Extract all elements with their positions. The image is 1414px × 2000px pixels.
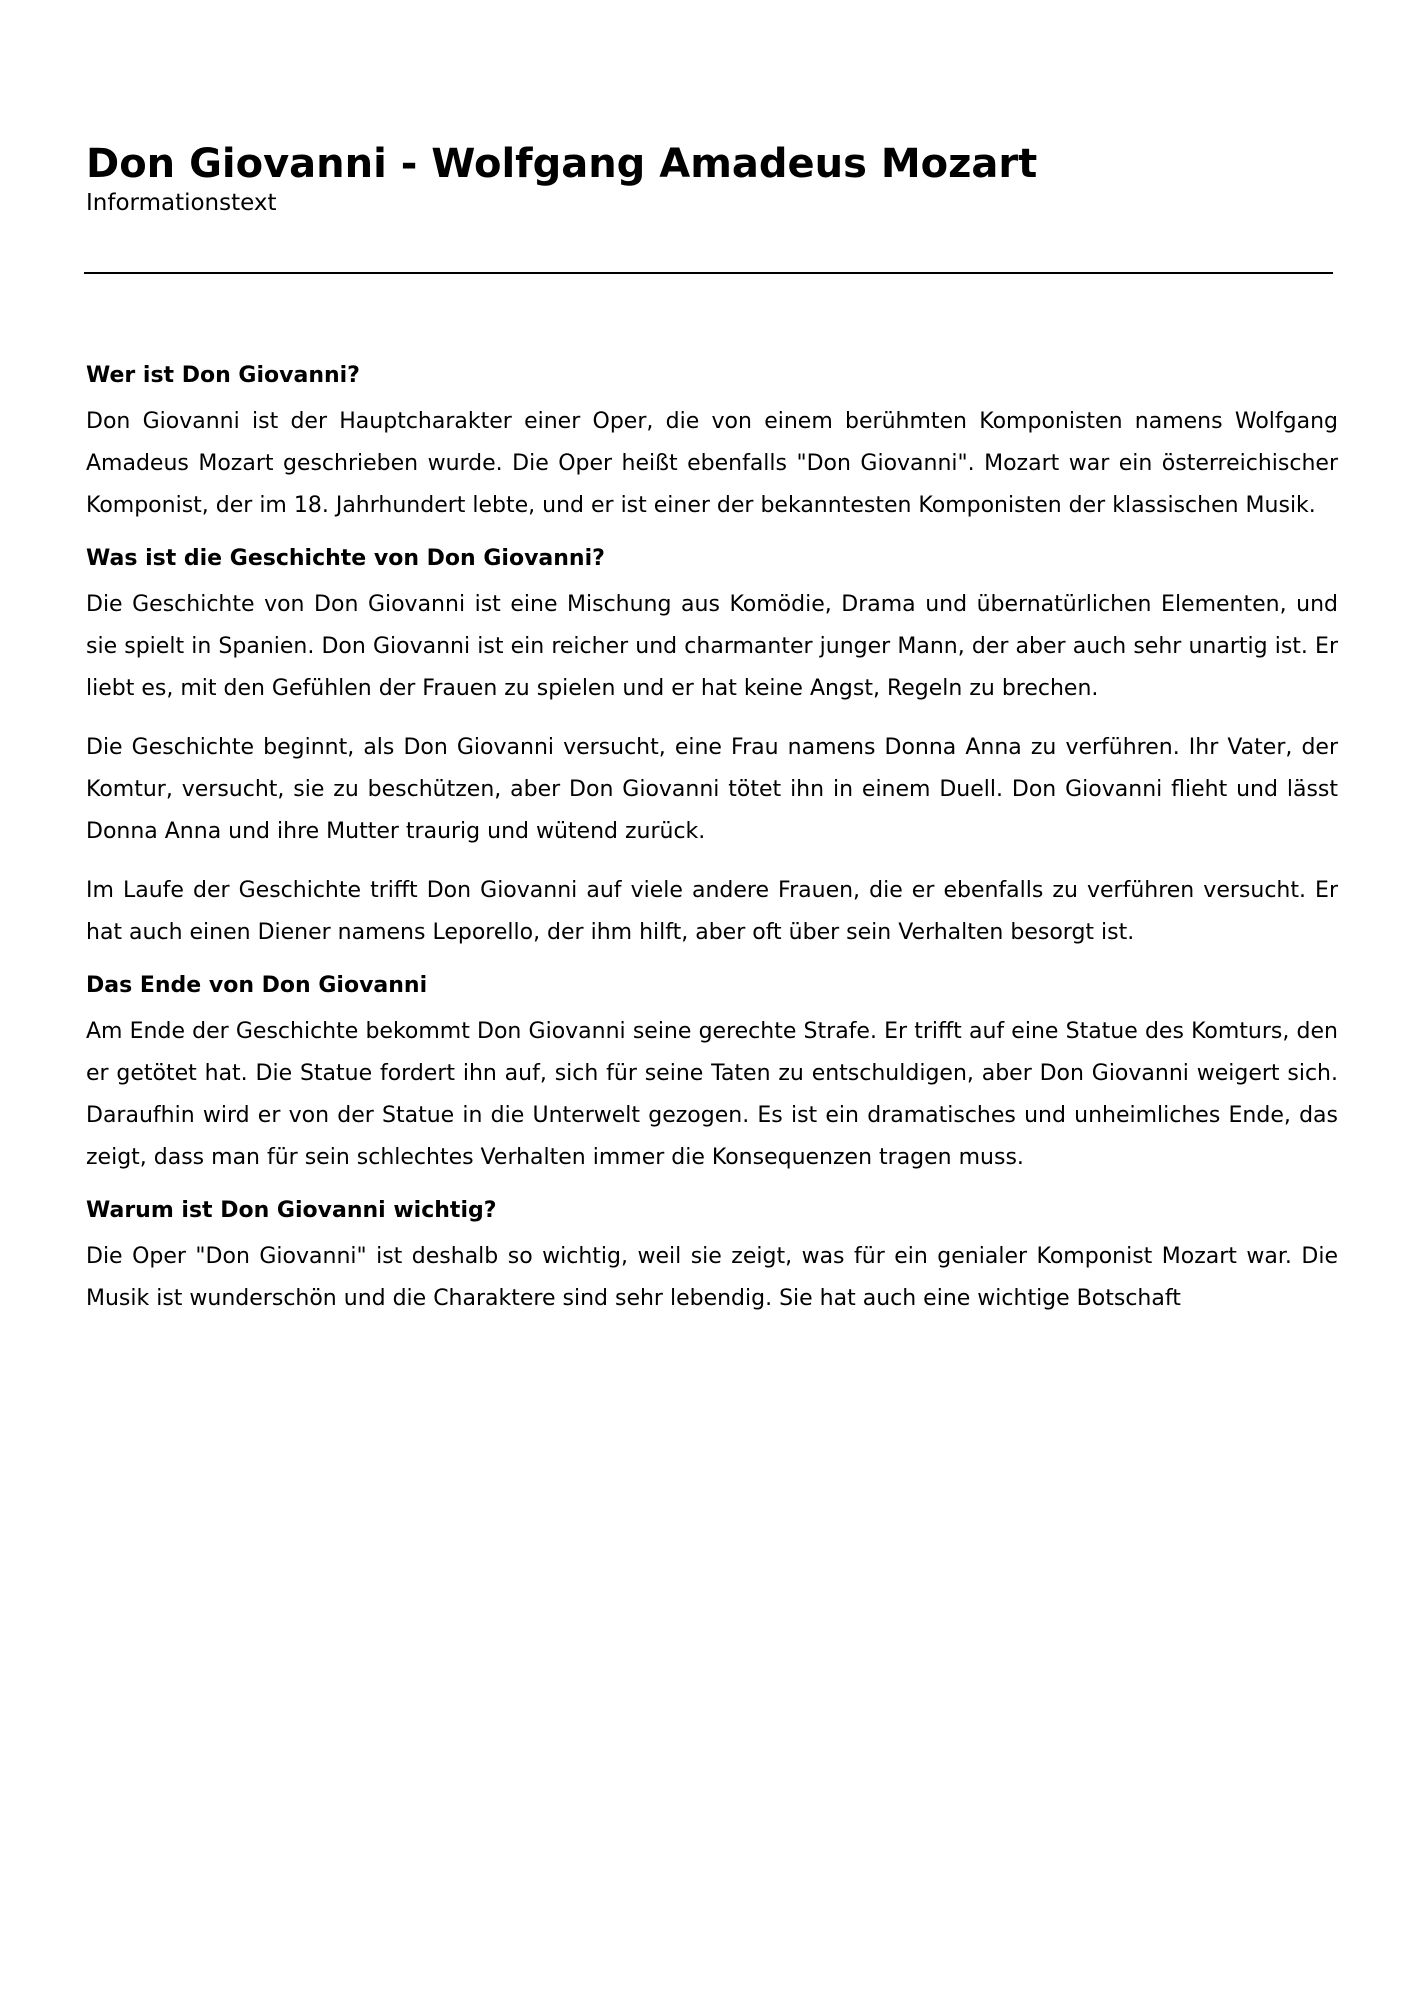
- section-heading: Das Ende von Don Giovanni: [86, 973, 428, 998]
- document-header: [86, 140, 1338, 218]
- section-geschichte: [86, 544, 1338, 954]
- section-heading: Warum ist Don Giovanni wichtig?: [86, 1198, 497, 1223]
- paragraph: Die Geschichte von Don Giovanni ist eine Mischung aus Komödie, Drama und übernatürlichen Elementen, und sie spielt in Spanien. Don Giovanni ist ein reicher und charmanter junger Mann, der aber auch sehr unartig ist. Er liebt es, mit den Gefühlen der Frauen zu spielen und er hat keine Angst, Regeln zu brechen.: [86, 592, 1338, 701]
- paragraph: Die Oper "Don Giovanni" ist deshalb so wichtig, weil sie zeigt, was für ein genialer Komponist Mozart war. Die Musik ist wunderschön und die Charaktere sind sehr lebendig. Sie hat auch eine wichtige Botschaft: [86, 1244, 1338, 1311]
- document-title: Don Giovanni - Wolfgang Amadeus Mozart: [86, 141, 1038, 187]
- document-body: [86, 361, 1338, 1337]
- section-wer-ist: [86, 361, 1338, 527]
- section-warum-wichtig: [86, 1196, 1338, 1320]
- header-divider: [84, 272, 1333, 274]
- paragraph: Die Geschichte beginnt, als Don Giovanni versucht, eine Frau namens Donna Anna zu verführen. Ihr Vater, der Komtur, versucht, sie zu beschützen, aber Don Giovanni tötet ihn in einem Duell. Don Giovanni flieht und lässt Donna Anna und ihre Mutter traurig und wütend zurück.: [86, 735, 1338, 844]
- paragraph: Im Laufe der Geschichte trifft Don Giovanni auf viele andere Frauen, die er ebenfalls zu verführen versucht. Er hat auch einen Diener namens Leporello, der ihm hilft, aber oft über sein Verhalten besorgt ist.: [86, 878, 1338, 945]
- document-subtitle: Informationstext: [86, 190, 277, 216]
- paragraph: Am Ende der Geschichte bekommt Don Giovanni seine gerechte Strafe. Er trifft auf eine Statue des Komturs, den er getötet hat. Die Statue fordert ihn auf, sich für seine Taten zu entschuldigen, aber Don Giovanni weigert sich. Daraufhin wird er von der Statue in die Unterwelt gezogen. Es ist ein dramatisches und unheimliches Ende, das zeigt, dass man für sein schlechtes Verhalten immer die Konsequenzen tragen muss.: [86, 1019, 1338, 1170]
- section-heading: Wer ist Don Giovanni?: [86, 363, 360, 388]
- section-ende: [86, 971, 1338, 1179]
- paragraph: Don Giovanni ist der Hauptcharakter einer Oper, die von einem berühmten Komponisten namens Wolfgang Amadeus Mozart geschrieben wurde. Die Oper heißt ebenfalls "Don Giovanni". Mozart war ein österreichischer Komponist, der im 18. Jahrhundert lebte, und er ist einer der bekanntesten Komponisten der klassischen Musik.: [86, 409, 1338, 518]
- section-heading: Was ist die Geschichte von Don Giovanni?: [86, 546, 605, 571]
